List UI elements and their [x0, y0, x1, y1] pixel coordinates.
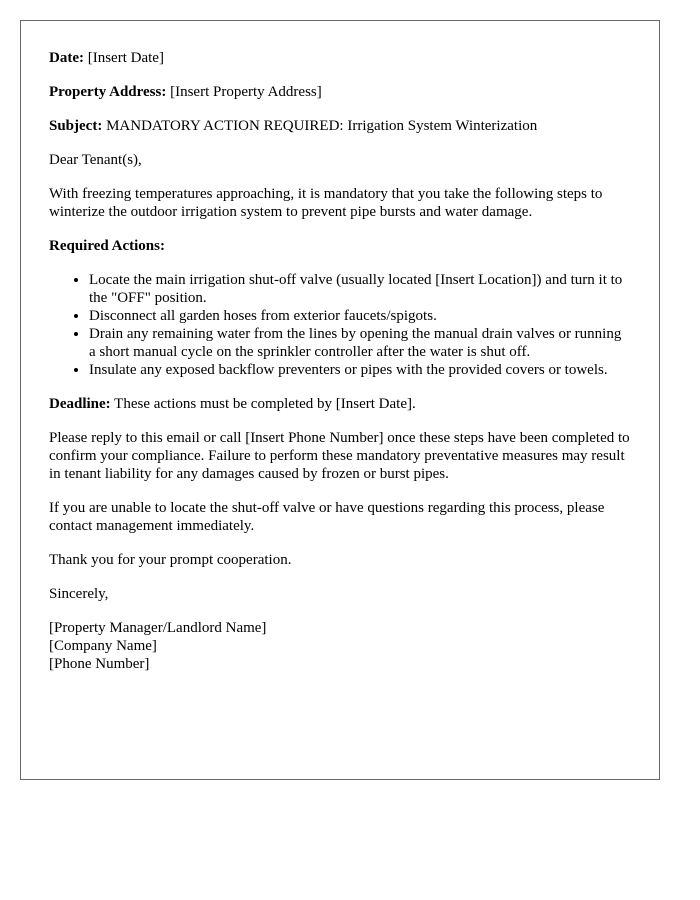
subject-label: Subject: — [49, 118, 103, 134]
signature-name: [Property Manager/Landlord Name] — [49, 620, 267, 636]
deadline-line — [49, 395, 631, 413]
deadline-text: These actions must be completed by [Insert Date]. — [114, 396, 416, 412]
subject-line — [49, 117, 631, 135]
closing: Sincerely, — [49, 586, 109, 602]
property-address-label: Property Address: — [49, 84, 167, 100]
action-item: • Drain any remaining water from the lines by opening the manual drain valves or running a short manual cycle on the sprinkler controller after the water is shut off. — [89, 325, 631, 361]
date-line — [49, 49, 631, 67]
contact-paragraph: If you are unable to locate the shut-off valve or have questions regarding this process, please contact management immediately. — [49, 500, 605, 534]
letter — [20, 20, 660, 780]
property-address-value: [Insert Property Address] — [170, 84, 322, 100]
subject-value: MANDATORY ACTION REQUIRED: Irrigation System Winterization — [106, 118, 538, 134]
required-actions-label: Required Actions: — [49, 238, 165, 254]
action-item: • Locate the main irrigation shut-off valve (usually located [Insert Location]) and turn it to the "OFF" position. — [89, 271, 631, 307]
date-label: Date: — [49, 50, 84, 66]
signature-block — [49, 619, 631, 673]
date-value: [Insert Date] — [87, 50, 164, 66]
deadline-label: Deadline: — [49, 396, 111, 412]
required-actions-heading — [49, 237, 631, 255]
reply-paragraph: Please reply to this email or call [Insert Phone Number] once these steps have been completed to confirm your compliance. Failure to perform these mandatory preventative measures may result in tenant liability for any damages caused by frozen or burst pipes. — [49, 430, 630, 482]
property-address-line — [49, 83, 631, 101]
action-item: • Disconnect all garden hoses from exterior faucets/spigots. — [89, 307, 631, 325]
greeting: Dear Tenant(s), — [49, 152, 142, 168]
intro-paragraph: With freezing temperatures approaching, it is mandatory that you take the following steps to winterize the outdoor irrigation system to prevent pipe bursts and water damage. — [49, 186, 603, 220]
required-actions-list — [49, 271, 631, 379]
action-item: • Insulate any exposed backflow preventers or pipes with the provided covers or towels. — [89, 361, 631, 379]
thanks-paragraph: Thank you for your prompt cooperation. — [49, 552, 292, 568]
signature-company: [Company Name] — [49, 638, 157, 654]
signature-phone: [Phone Number] — [49, 656, 150, 672]
